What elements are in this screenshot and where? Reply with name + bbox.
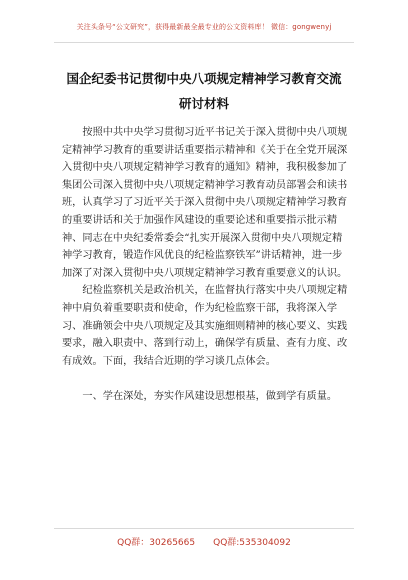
footer-qq-group-2: QQ群:535304092 [213, 538, 291, 548]
footer-divider [54, 528, 354, 529]
document-body [62, 124, 350, 406]
header-note: 关注头条号“公文研究”，获得最新最全最专业的公文资料库！ 微信：gongwenyj [76, 23, 332, 31]
section-heading: 一、学在深处，夯实作风建设思想根基，做到学有质量。 [82, 391, 338, 403]
footer [0, 535, 408, 548]
document-title: 国企纪委书记贯彻中央八项规定精神学习教育交流研讨材料 [66, 71, 342, 111]
body-paragraph: 纪检监察机关是政治机关，在监督执行落实中央八项规定精神中肩负着重要职责和使命，作为纪检监察干部，我将深入学习、准确领会中央八项规定及其实施细则精神的核心要义、实践要求，融入职责中、落到行动上，确保学有质量、查有力度、改有成效。下面，我结合近期的学习谈几点体会。 [62, 285, 348, 367]
body-paragraph: 按照中共中央学习贯彻习近平书记关于深入贯彻中央八项规定精神学习教育的重要讲话重要指示精神和《关于在全党开展深入贯彻中央八项规定精神学习教育的通知》精神，我积极参加了集团公司深入贯彻中央八项规定精神学习教育动员部署会和读书班，认真学习了习近平关于深入贯彻中央八项规定精神学习教育的重要讲话和关于加强作风建设的重要论述和重要指示批示精神、同志在中央纪委常委会“扎实开展深入贯彻中央八项规定精神学习教育，锻造作风优良的纪检监察铁军”讲话精神，进一步加深了对深入贯彻中央八项规定精神学习教育重要意义的认识。 [62, 127, 348, 279]
header-divider [54, 42, 354, 43]
footer-qq-group-1: QQ群：30265665 [117, 538, 196, 548]
